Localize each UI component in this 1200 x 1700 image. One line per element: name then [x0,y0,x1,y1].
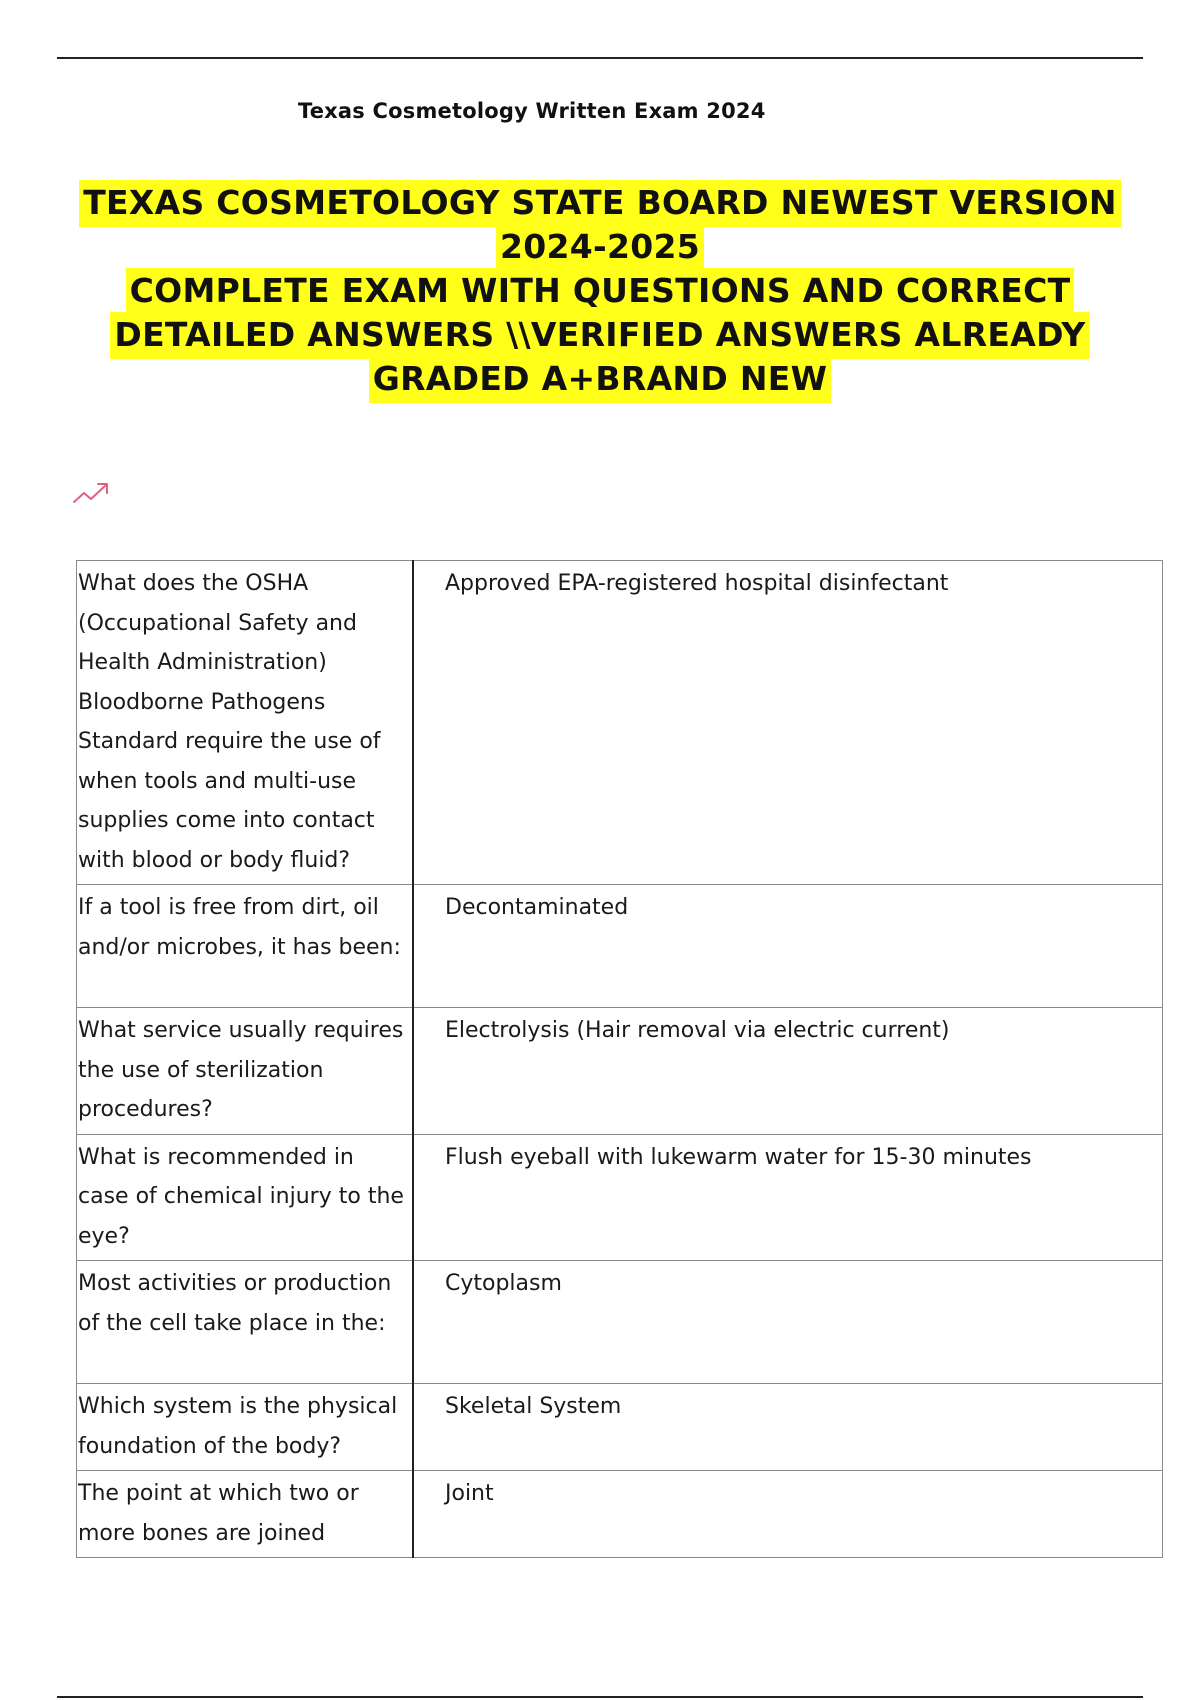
question-text: Most activities or production of the cell take place in the: [78,1271,392,1336]
table-row [77,561,1163,885]
question-cell [77,1261,414,1384]
main-title-line: GRADED A+BRAND NEW [369,356,832,403]
answer-cell [413,1008,1163,1135]
table-row [77,1008,1163,1135]
answer-text: Skeletal System [445,1394,622,1419]
question-text: Which system is the physical foundation of the body? [78,1394,398,1459]
question-text: The point at which two or more bones are joined [78,1481,359,1546]
question-cell [77,561,414,885]
main-title [40,181,1160,401]
answer-text: Flush eyeball with lukewarm water for 15-30 minutes [445,1144,1032,1170]
table-row [77,1471,1163,1558]
answer-cell [413,1134,1163,1261]
document-header-title: Texas Cosmetology Written Exam 2024 [298,99,766,123]
question-cell [77,885,414,1008]
main-title-line: COMPLETE EXAM WITH QUESTIONS AND CORRECT [126,268,1075,315]
answer-text: Joint [445,1481,494,1506]
main-title-line: TEXAS COSMETOLOGY STATE BOARD NEWEST VERSION 2024-2025 [79,180,1121,271]
bottom-divider [57,1696,1143,1698]
answer-cell [413,885,1163,1008]
answer-cell [413,561,1163,885]
answer-text: Decontaminated [445,895,629,920]
question-text: What does the OSHA (Occupational Safety and Health Administration) Bloodborne Pathogens Standard require the use of when tools and multi-use supplies come into contact with blood or body fluid? [78,571,381,873]
question-cell [77,1384,414,1471]
table-row [77,1384,1163,1471]
answer-cell [413,1471,1163,1558]
table-row [77,1261,1163,1384]
table-row [77,1134,1163,1261]
question-text: What service usually requires the use of sterilization procedures? [78,1018,404,1122]
question-cell [77,1134,414,1261]
answer-text: Approved EPA-registered hospital disinfectant [445,571,949,596]
answer-cell [413,1384,1163,1471]
top-divider [57,57,1143,59]
main-title-line: DETAILED ANSWERS \\VERIFIED ANSWERS ALREADY [110,312,1089,359]
question-cell [77,1471,414,1558]
trend-up-arrow-icon [72,480,114,506]
question-text: If a tool is free from dirt, oil and/or microbes, it has been: [78,895,401,960]
answer-text: Electrolysis (Hair removal via electric current) [445,1018,950,1043]
qa-table [76,560,1163,1558]
question-text: What is recommended in case of chemical injury to the eye? [78,1144,404,1249]
answer-cell [413,1261,1163,1384]
question-cell [77,1008,414,1135]
answer-text: Cytoplasm [445,1271,562,1296]
table-row [77,885,1163,1008]
